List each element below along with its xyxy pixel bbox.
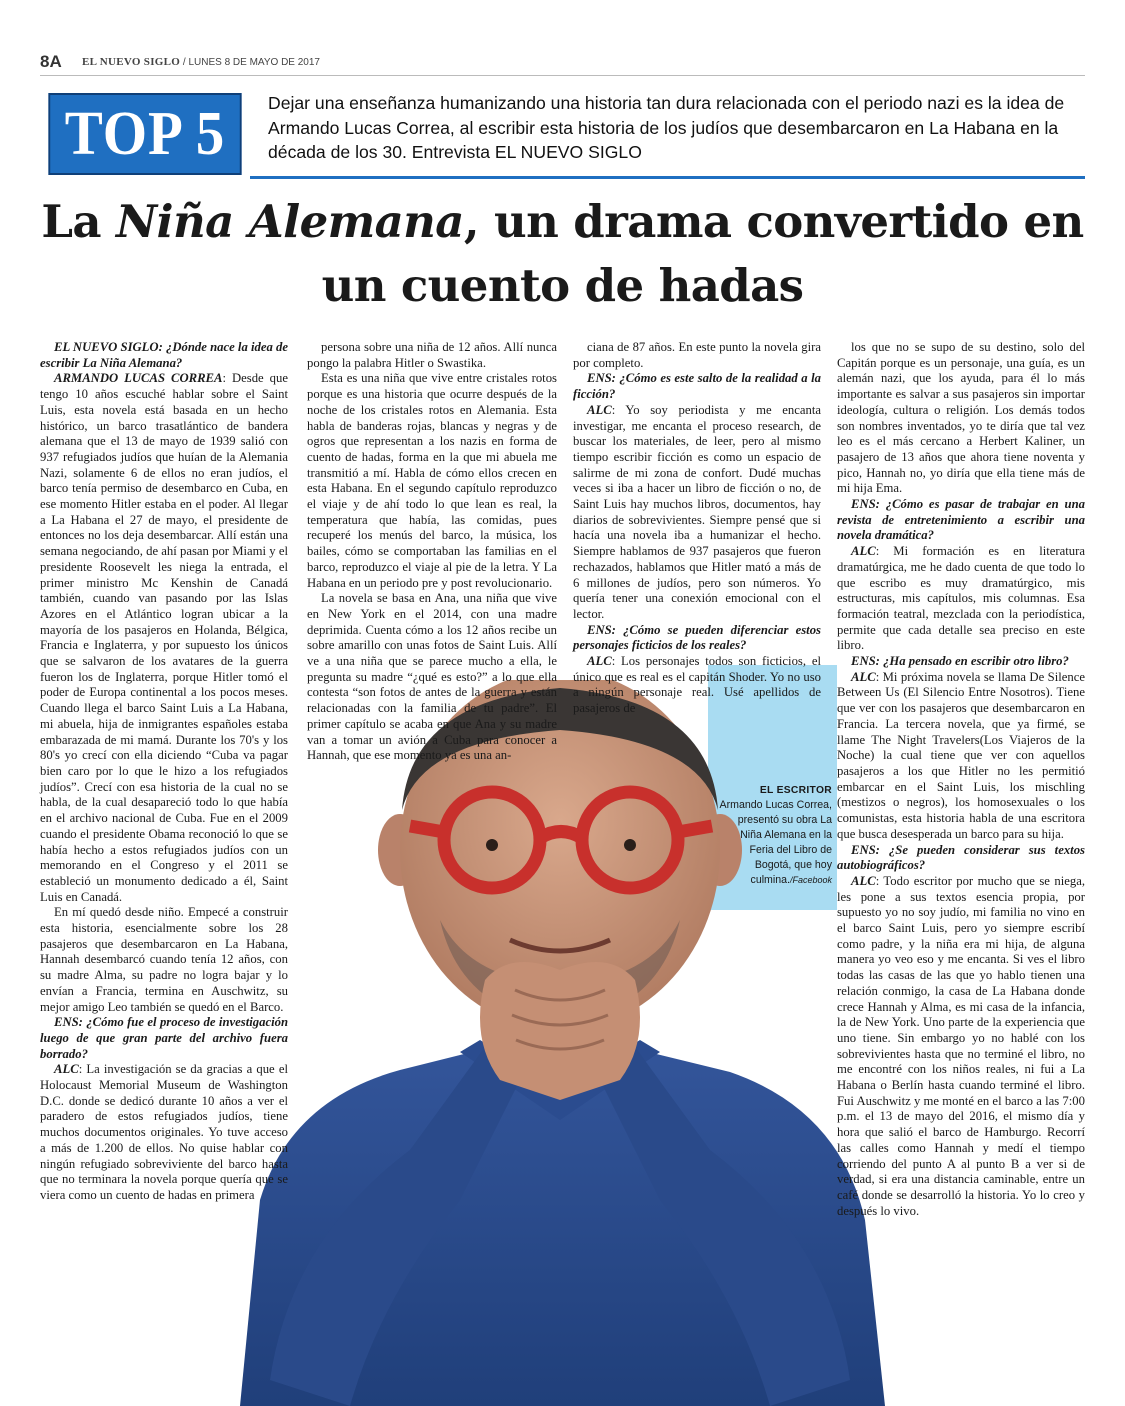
interview-question: ENS: ¿Cómo es este salto de la realidad a la ficción?	[573, 371, 821, 402]
headline-italic-title: Niña Alemana	[116, 195, 464, 248]
page-header	[40, 52, 1085, 76]
interview-question: ENS: ¿Se pueden considerar sus textos autobiográficos?	[837, 842, 1085, 873]
lead-paragraph: Dejar una enseñanza humanizando una historia tan dura relacionada con el periodo nazi es la idea de Armando Lucas Correa, al escribir esta historia de los judíos que desembarcaron en La Habana en la década de los 30. Entrevista EL NUEVO SIGLO	[268, 93, 1065, 162]
article-column	[837, 340, 1085, 1219]
body-paragraph: los que no se supo de su destino, solo del Capitán porque es un personaje, una guía, es un alemán nazi, que los ayuda, para él lo más importante es salvar a sus pasajeros sin importar ideología, cultura o religión. Los demás todos son nombres inventados, yo te diría que tal vez leo es el más cercano a Herbert Kaliner, un pasajero de 13 años que ahora tiene noventa y pico, Hannah no, yo diría que ella tiene más de mi hija Ema.	[837, 340, 1085, 496]
interview-answer	[837, 544, 1085, 654]
headline-part: La	[41, 195, 116, 248]
answer-text: : Todo escritor por mucho que se niega, les pone a sus textos esencia propia, por supuesto yo no soy judío, mi familia no vino en el barco Saint Luis, pero yo siempre escribí como padre, y la niña era mi hija, de alguna manera yo veo eso y me encanta. Si ves el libro todas las casas de las que yo hablo tienen una relación conmigo, la casa de La Habana donde crece Hannah y Alma, es mi casa de la infancia, la de New York. Uno parte de la experiencia que uno tiene. Sin embargo yo no hablé con los sobrevivientes hasta que no terminé el libro, no me encontré con los niños reales, ni fui a La Habana o Berlín hasta cuando terminé el libro. Fui Auschwitz y me monté en el barco a las 7:00 p.m. el 13 de mayo del 2016, el mismo día y hora que salió el barco de Hamburgo. Recorrí las calles como Hannah y medí el tiempo corriendo del punto A al punto B a ver si de verdad, si era una distancia caminable, entre un café donde se desarrolló la historia. Yo lo creo y después lo vivo.	[837, 873, 1085, 1218]
speaker-label: ARMANDO LUCAS CORREA	[54, 371, 223, 386]
hands-shape	[480, 962, 640, 1100]
publication-name: EL NUEVO SIGLO	[82, 56, 181, 68]
interview-question: ENS: ¿Cómo fue el proceso de investigación luego de que gran parte del archivo fuera borrado?	[40, 1015, 288, 1061]
interview-question: ENS: ¿Cómo se pueden diferenciar estos personajes ficticios de los reales?	[573, 622, 821, 653]
issue-date: / LUNES 8 DE MAYO DE 2017	[182, 57, 320, 68]
body-paragraph: persona sobre una niña de 12 años. Allí nunca pongo la palabra Hitler o Swastika.	[307, 340, 557, 370]
speaker-label: ALC	[851, 873, 876, 888]
answer-text: : Yo soy periodista y me encanta investigar, me encanta el proceso research, de buscar los materiales, de leer, pero al mismo tiempo escribir ficción es como un espacio de salirme de mi zona de confort. Dudé muchas veces si iba a hacer un libro de ficción o no, de Saint Luis hay muchos libros, documentos, hay diarios de sobrevivientes. Siempre pensé que si hacía una novela iba a humanizar el hecho. Siempre hablamos de 937 pasajeros que fueron rechazados, hablamos que Hitler mató a más de 6 millones de judíos, pero son números. Yo quería tener una conexión emocional con el lector.	[573, 402, 821, 621]
answer-text: : Mi formación es en literatura dramatúrgica, me he dado cuenta de que todo lo que escribo es muy dramatúrgico, mis estructuras, mis capítulos, mis columnas. Esa formación teatral, mezclada con la periodística, permite que cada detalle sea preciso en este libro.	[837, 544, 1085, 653]
page-number: 8A	[40, 52, 62, 71]
headline	[30, 190, 1095, 318]
interview-answer	[573, 654, 821, 717]
interview-answer	[837, 670, 1085, 843]
interview-answer	[40, 371, 288, 905]
interview-answer	[573, 403, 821, 623]
eye-shape	[486, 839, 498, 851]
interview-answer	[837, 874, 1085, 1219]
answer-text: : Mi próxima novela se llama De Silence Between Us (El Silencio Entre Nosotros). Tiene que ver con los pasajeros que desembarcaron en Francia. La tercera novela, que ya firmé, se llame The Night Travelers(Los Viajeros de la Noche) la cual tiene que ver con aquellos pasajeros a los que Hitler no les permitió embarcar en el Saint Luis, los mischling (mestizos o negros), los homosexuales o los comunistas, esta historia habla de una escritora que busca desesperada un barco para su hija.	[837, 669, 1085, 841]
body-paragraph: La novela se basa en Ana, una niña que vive en New York en el 2014, con una madre deprimida. Cuenta cómo a los 12 años recibe un sobre amarillo con unas fotos de Saint Luis. Allí ve a una niña que se parece mucho a ella, le pregunta su madre “¿qué es esto?” a lo que ella contesta “son fotos de antes de la guerra y están relacionadas con la familia de tu padre”. El primer capítulo se acaba en que Ana y su madre van a tomar un avión a Cuba para conocer a Hannah, que ese momento ya es una an-	[307, 591, 557, 763]
publication-line	[82, 56, 320, 68]
photo-credit: /Facebook	[789, 875, 832, 885]
speaker-label: ALC	[851, 669, 876, 684]
body-paragraph: ciana de 87 años. En este punto la novela gira por completo.	[573, 340, 821, 370]
interview-question: ENS: ¿Cómo es pasar de trabajar en una revista de entretenimiento a escribir una novela dramática?	[837, 497, 1085, 543]
caption-title: EL ESCRITOR	[759, 785, 832, 796]
section-tag: TOP 5	[48, 93, 241, 175]
interview-question: EL NUEVO SIGLO: ¿Dónde nace la idea de escribir La Niña Alemana?	[40, 340, 288, 370]
answer-text: : Desde que tengo 10 años escuché hablar sobre el Saint Luis, esta novela está basada en un hecho histórico, un barco trasatlántico de bandera alemana que el 13 de mayo de 1939 salió con 937 refugiados judíos que huían de la Alemania Nazi, solamente 6 de ellos no eran judíos, el barco tenía permiso de desembarco en Cuba, en ese momento Hitler estaba en el poder. Al llegar a La Habana el 27 de mayo, el presidente de entonces no los deja desembarcar. Allí están una semana negociando, de ahí pasan por Miami y el presidente Roosevelt les niega la entrada, el primer ministro Mc Kenshin de Canadá también, cuando van pasando por las Islas Azores en el Atlántico logran ubicar a la mayoría de los pasajeros en Holanda, Bélgica, Francia e Inglaterra, y por supuesto los únicos que se salvaron de los avatares de la guerra fueron los de Inglaterra, porque Hitler tomó el poder de Europa continental a los pocos meses. Cuando llega el barco Saint Luis a La Habana, mi abuela, hija de inmigrantes españoles estaba embarazada de mi mamá. Durante los 70's y los 80's yo crecí con ella diciendo “Cuba va pagar bien caro por lo que le hizo a los refugiados judíos”. Crecí con esa historia de la cual no se habla, de la cual desapareció todo lo que había en el archivo nacional de Cuba. Fue en el 2009 cuando el presidente Obama reconoció lo que se había hecho a estos refugiados judíos con un memorando en el Congreso y el 2011 se estableció un monumento dedicado a él, Saint Luis en Canadá.	[40, 371, 288, 904]
caption-text: Armando Lucas Correa, presentó su obra La Niña Alemana en la Feria del Libro de Bogotá, que hoy culmina.	[719, 799, 832, 886]
answer-text: : La investigación se da gracias a que el Holocaust Memorial Museum de Washington D.C. donde se dedicó durante 10 años a ver el paradero de estos refugiados judíos, tiene muchos documentos originales. Yo tuve acceso a más de 1.200 de ellos. No quise hablar con ningún refugiado sobreviviente del barco hasta que no terminara la novela porque quería que se viera como un cuento de hadas en primera	[40, 1062, 288, 1202]
article-column	[307, 340, 557, 764]
interview-answer	[40, 1062, 288, 1203]
speaker-label: ALC	[54, 1062, 79, 1077]
eye-shape	[624, 839, 636, 851]
speaker-label: ALC	[587, 654, 612, 669]
body-paragraph: En mí quedó desde niño. Empecé a construir esta historia, esencialmente sobre los 28 pasajeros que desembarcaron en La Habana, Hannah desembarcó cuando tenía 12 años, con su madre Alma, su padre no logra bajar y lo envían a Francia, termina en Auschwitz, su mejor amigo Leo también se quedó en el Barco.	[40, 905, 288, 1014]
speaker-label: ALC	[587, 402, 612, 417]
photo-caption	[716, 783, 832, 888]
lead-divider	[250, 176, 1085, 179]
article-column	[573, 340, 821, 717]
interview-question: ENS: ¿Ha pensado en escribir otro libro?	[851, 654, 1069, 669]
answer-text: : Los personajes todos son ficticios, el único que es real es el capitán Shoder. Yo no uso a ningún personaje real. Usé apellidos de pasajeros de	[573, 654, 821, 716]
speaker-label: ALC	[851, 544, 876, 559]
headline-part: , un drama convertido en un cuento de hadas	[321, 195, 1084, 312]
article-column	[40, 340, 288, 1204]
body-paragraph: Esta es una niña que vive entre cristales rotos porque es una historia que ocurre después de la noche de los cristales rotos en Alemania. Esta habla de banderas rojas, blancas y negras y de ogros que representan a los nazis en forma de cuento de hadas, forma en la que mi abuela me transmitió a mí. Habla de cómo ellos crecen en esta Habana. En el segundo capítulo reproduzco el viaje y de ahí todo lo que lean es real, la temperatura que había, las comidas, pues recuperé los menús del barco, la música, los bailes, cómo se comportaban las familias en el barco, reproduzco el viaje al pie de la letra. Y La Habana en un periodo pre y post revolucionario.	[307, 371, 557, 590]
